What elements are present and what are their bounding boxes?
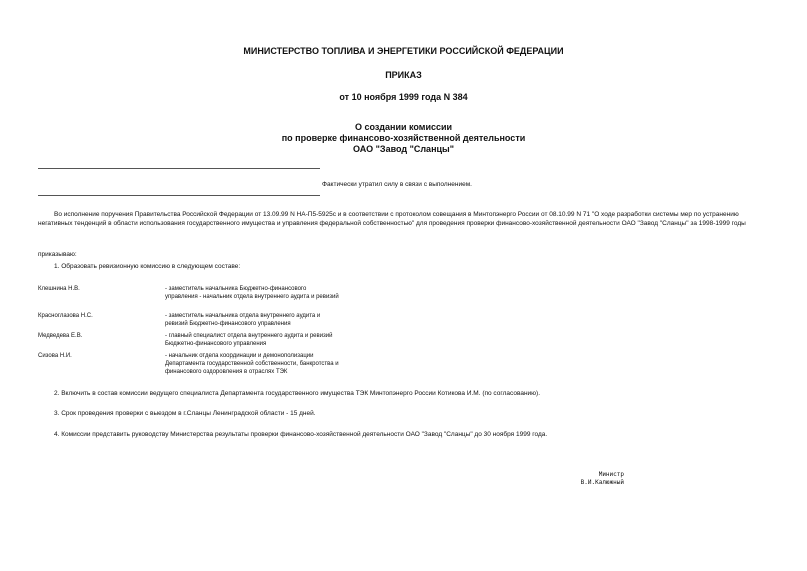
document-type: ПРИКАЗ <box>385 70 422 80</box>
subject-line-2: по проверке финансово-хозяйственной деятельности <box>281 133 526 143</box>
member-name: Медведева Е.В. <box>38 333 83 339</box>
divider-line-bottom <box>38 195 320 196</box>
order-item-1: 1. Образовать ревизионную комиссию в следующем составе: <box>54 263 241 270</box>
document-date-number: от 10 ноября 1999 года N 384 <box>339 92 468 102</box>
status-note: Фактически утратил силу в связи с выполнением. <box>322 181 472 188</box>
order-item-2: 2. Включить в состав комиссии ведущего специалиста Департамента государственного имущества ТЭК Минтопэнерго России Котикова И.М. (по согласованию). <box>54 390 541 397</box>
subject-line-3: ОАО "Завод "Сланцы" <box>353 144 454 154</box>
member-role: - главный специалист отдела внутреннего аудита и ревизий Бюджетно-финансового управления <box>165 333 333 347</box>
member-name: Сизова Н.И. <box>38 353 72 359</box>
preamble-paragraph: Во исполнение поручения Правительства Российской Федерации от 13.09.99 N НА-П5-5925с и в соответствии с протоколом совещания в Минтопэнерго России от 08.10.99 N 71 "О ходе разработки системы мер по устранению негативных тенденций в области использования государственного имущества и управления федеральной собственностью" для проведения проверки финансово-хозяйственной деятельности ОАО "Завод "Сланцы" за 1998-1999 годы <box>38 211 746 227</box>
document-subject <box>0 122 807 155</box>
member-role: - заместитель начальника отдела внутреннего аудита и ревизий Бюджетно-финансового управления <box>165 313 321 327</box>
member-role: - начальник отдела координации и демонополизации Департамента государственной собственности, банкротства и финансового оздоровления в отраслях ТЭК <box>165 353 339 375</box>
order-item-4: 4. Комиссии представить руководству Министерства результаты проверки финансово-хозяйственной деятельности ОАО "Завод "Сланцы" до 30 ноября 1999 года. <box>54 431 548 438</box>
divider-line-top <box>38 168 320 169</box>
subject-line-1: О создании комиссии <box>354 122 453 132</box>
orders-word: приказываю: <box>38 251 77 258</box>
member-role: - заместитель начальника Бюджетно-финансового управления - начальник отдела внутреннего аудита и ревизий <box>165 286 339 300</box>
ministry-name: МИНИСТЕРСТВО ТОПЛИВА И ЭНЕРГЕТИКИ РОССИЙСКОЙ ФЕДЕРАЦИИ <box>243 46 564 56</box>
signature-name: В.И.Калюжный <box>580 479 624 486</box>
member-name: Красноглазова Н.С. <box>38 313 93 319</box>
order-item-3: 3. Срок проведения проверки с выездом в г.Сланцы Ленинградской области - 15 дней. <box>54 410 316 417</box>
member-name: Клешнина Н.В. <box>38 286 80 292</box>
signature-title: Министр <box>598 471 624 478</box>
